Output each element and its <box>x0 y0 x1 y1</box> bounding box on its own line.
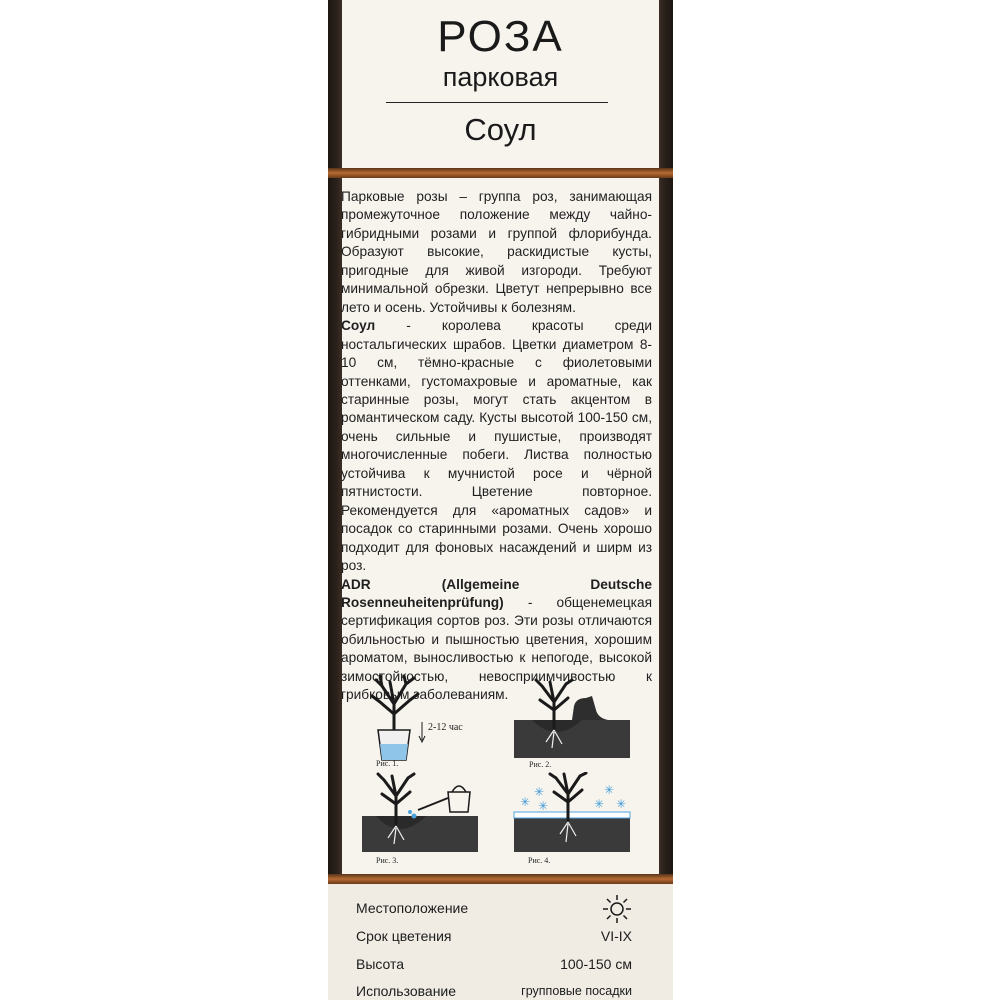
fig3-caption: Рис. 3. <box>376 856 399 865</box>
package-left-edge <box>328 0 342 1000</box>
svg-text:✳: ✳ <box>520 795 531 809</box>
svg-text:✳: ✳ <box>594 797 605 811</box>
product-subtitle: парковая <box>442 62 559 92</box>
planting-fig3-illustration <box>360 772 480 854</box>
adr-description: - общенемецкая сертификация сортов роз. Эти розы отличаются обильностью и пышностью цветения, хорошим ароматом, выносливостью к непогоде, высокой зимостойкостью, невосприимчивостью к грибковым заболеваниям. <box>341 594 652 703</box>
svg-text:✳: ✳ <box>604 783 615 797</box>
svg-text:✳: ✳ <box>534 785 545 799</box>
fig1-caption: Рис. 1. <box>376 759 399 768</box>
title-divider <box>386 102 608 103</box>
spec-label: Местоположение <box>356 900 469 916</box>
svg-text:✳: ✳ <box>616 797 627 811</box>
sun-icon <box>602 894 632 924</box>
package-right-edge <box>659 0 673 1000</box>
intro-paragraph: Парковые розы – группа роз, занимающая промежуточное положение между чайно-гибридными розами и группой флорибунда. Образуют высокие, раскидистые кусты, пригодные для живой изгороди. Требуют минимальной обрезки. Цветут непрерывно все лето и осень. Устойчивы к болезням. <box>341 189 652 315</box>
variety-name: Соул <box>464 112 537 147</box>
product-title: РОЗА <box>437 12 564 61</box>
soak-time-label: 2-12 час <box>428 722 463 733</box>
spec-value: групповые посадки <box>521 984 632 998</box>
spec-label: Срок цветения <box>356 928 452 944</box>
variety-description: - королева красоты среди ностальгических шрабов. Цветки диаметром 8-10 см, тёмно-красные с фиолетовыми оттенками, густомахровые и ароматные, как старинные розы, могут стать акцентом в романтическом саду. Кусты высотой 100-150 см, очень сильные и пушистые, производят многочисленные побеги. Листва полностью устойчива к мучнистой росе и чёрной пятнистости. Цветение повторное. Рекомендуется для «ароматных садов» и посадок со старинными розами. Очень хорошо подходит для фоновых насаждений и ширм из роз. <box>341 318 652 574</box>
variety-paragraph <box>341 317 652 575</box>
spec-label: Использование <box>356 983 457 999</box>
fig4-caption: Рис. 4. <box>528 856 551 865</box>
planting-fig2-illustration <box>512 678 632 762</box>
spec-label: Высота <box>356 956 405 972</box>
svg-text:✳: ✳ <box>538 799 549 813</box>
description-text <box>341 188 652 705</box>
variety-bold-name: Соул <box>341 318 376 334</box>
copper-band-bottom <box>328 874 673 884</box>
spec-value: 100-150 см <box>560 956 632 972</box>
adr-bold-name: ADR (Allgemeine Deutsche Rosenneuheitenprüfung) <box>341 576 652 610</box>
copper-band-top <box>328 168 673 178</box>
spec-value: VI-IX <box>600 928 632 944</box>
planting-fig4-illustration <box>512 772 632 856</box>
fig2-caption: Рис. 2. <box>529 760 552 769</box>
